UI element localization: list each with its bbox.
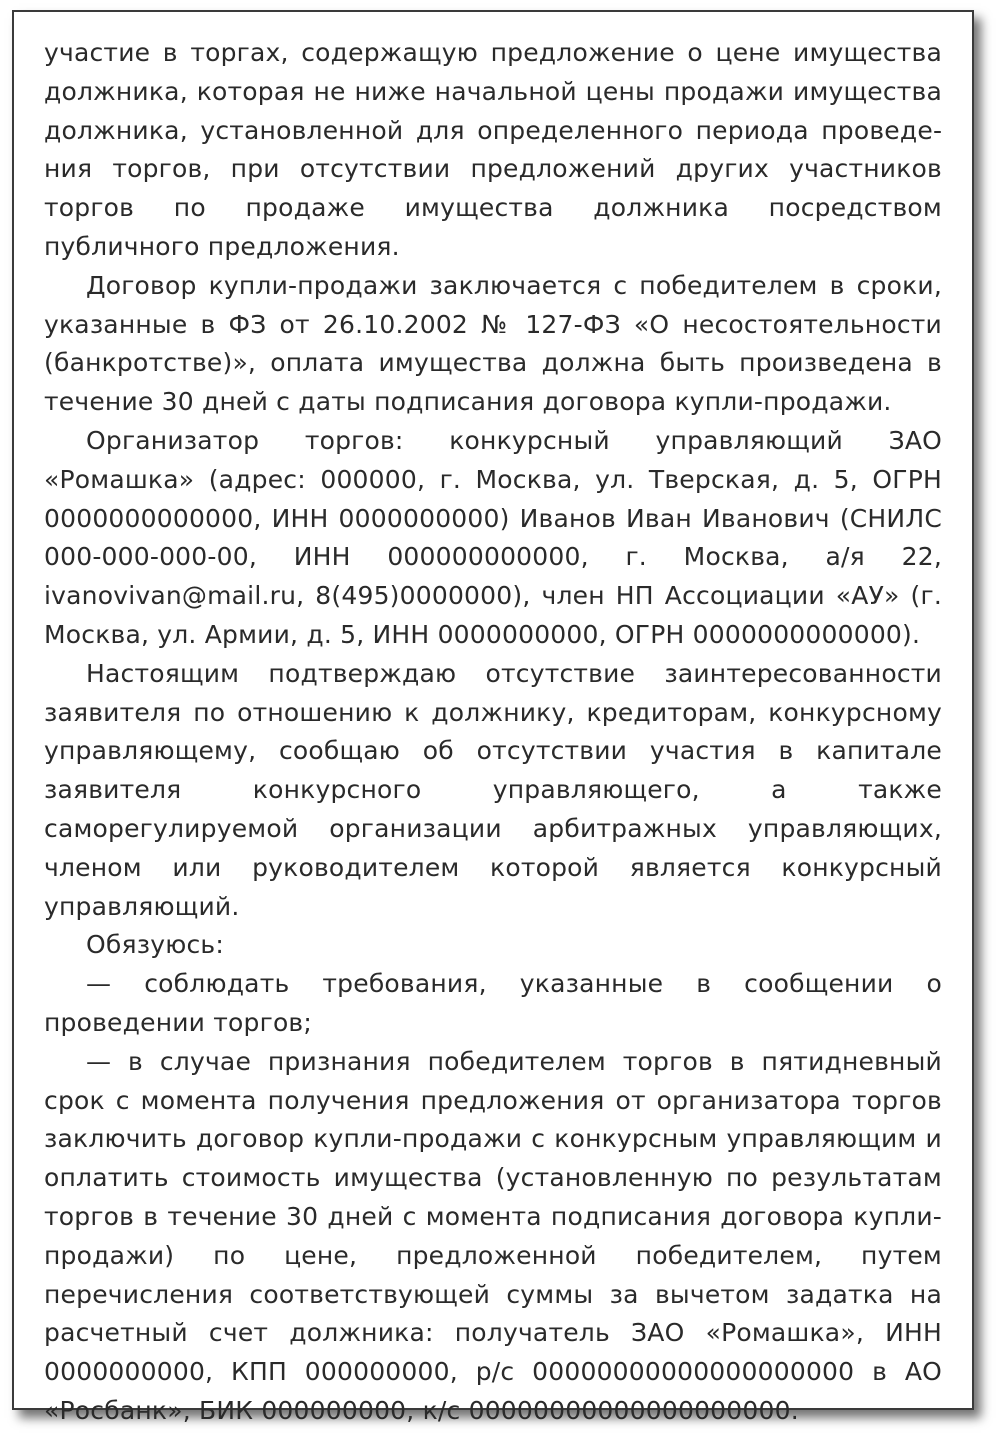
document-page: [12, 10, 974, 1425]
paragraph-no-interest: Настоящим подтверждаю отсутствие заинтересованности заявителя по отношению к должнику, кредиторам, конкурсному управляющему, сообщаю об отсутствии участия в капитале заявителя конкурсного управляющего, а также саморегулируемой организации арбитражных управляющих, членом или руководителем которой является конкурсный управляющий.: [44, 658, 942, 921]
paragraph-obligation-1: — соблюдать требования, указанные в сообщении о проведении торгов;: [44, 969, 942, 1037]
paragraph-contract-terms: Договор купли-продажи заключается с победителем в сроки, указанные в ФЗ от 26.10.2002 № 127-ФЗ «О несостоятельности (банкротстве)», оплата имущества должна быть произведена в течение 30 дней с даты подписания договора купли-продажи.: [44, 270, 942, 417]
paragraph-obligation-2: — в случае признания победителем торгов в пятидневный срок с момента получения предложения от организатора торгов заключить договор купли-продажи с конкурсным управляющим и оплатить стоимость имущества (установленную по результатам торгов в течение 30 дней с момента подписания договора купли-продажи) по цене, предложенной победителем, путем перечисления соответствующей суммы за вычетом задатка на расчетный счет должника: получатель ЗАО «Ромашка», ИНН 0000000000, КПП 000000000, р/с 00000000000000000000 в АО «Росбанк», БИК 000000000, к/с 00000000000000000000.: [44, 1046, 942, 1425]
document-body: [44, 34, 942, 1431]
paragraph-continuation: участие в торгах, содержащую предложение о цене имущества должника, которая не ниже начальной цены продажи имущества должника, установленной для определенного периода проведения торгов, при отсутствии предложений других участников торгов по продаже имущества должника посредством публичного предложения.: [44, 38, 942, 261]
paragraph-obligations-heading: Обязуюсь:: [86, 930, 224, 960]
paragraph-organizer: Организатор торгов: конкурсный управляющий ЗАО «Ромашка» (адрес: 000000, г. Москва, ул. Тверская, д. 5, ОГРН 0000000000000, ИНН 0000000000) Иванов Иван Иванович (СНИЛС 000-000-000-00, ИНН 000000000000, г. Москва, а/я 22, ivanovivan@mail.ru, 8(495)0000000), член НП Ассоциации «АУ» (г. Москва, ул. Армии, д. 5, ИНН 0000000000, ОГРН 0000000000000).: [44, 425, 942, 649]
